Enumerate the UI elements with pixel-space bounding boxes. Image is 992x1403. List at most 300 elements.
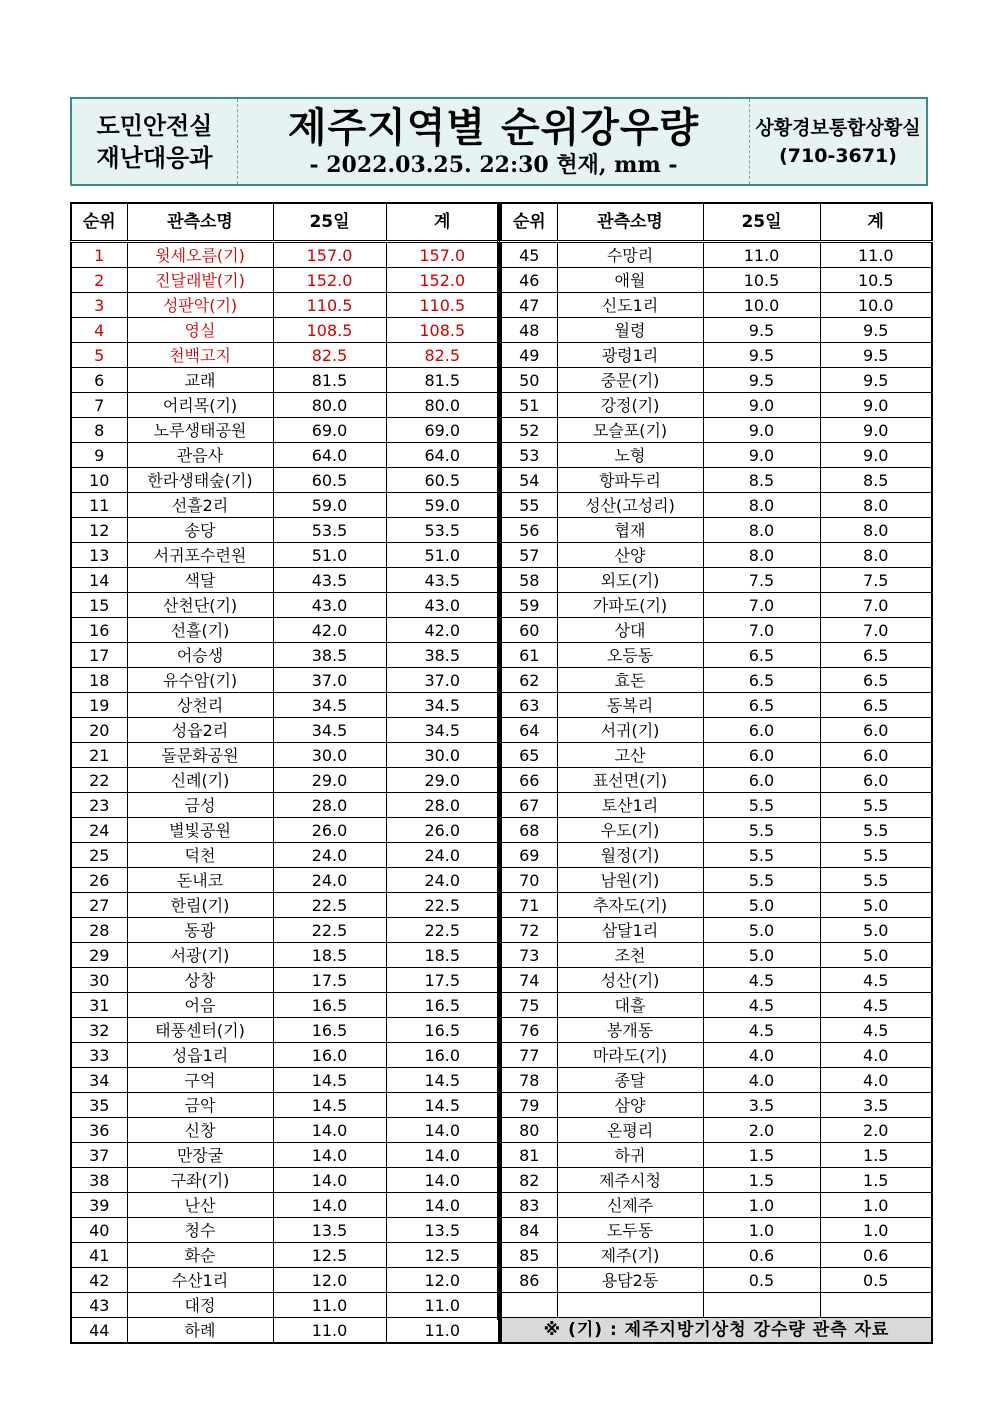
cell-day: 9.0 xyxy=(703,443,820,468)
cell-rank: 12 xyxy=(71,518,127,543)
table-row xyxy=(501,318,932,343)
cell-station: 남원(기) xyxy=(557,868,703,893)
table-row xyxy=(71,1068,499,1093)
cell-station: 윗세오름(기) xyxy=(127,242,273,268)
cell-day: 1.0 xyxy=(703,1193,820,1218)
cell-station: 상대 xyxy=(557,618,703,643)
cell-station: 선흘(기) xyxy=(127,618,273,643)
table-row xyxy=(71,568,499,593)
cell-total: 43.0 xyxy=(386,593,499,618)
cell-total: 80.0 xyxy=(386,393,499,418)
cell-station: 선흘2리 xyxy=(127,493,273,518)
cell-day: 43.0 xyxy=(273,593,386,618)
table-row xyxy=(71,1118,499,1143)
table-row xyxy=(71,618,499,643)
cell-day: 14.0 xyxy=(273,1118,386,1143)
cell-station: 돌문화공원 xyxy=(127,743,273,768)
cell-station: 산양 xyxy=(557,543,703,568)
cell-station: 봉개동 xyxy=(557,1018,703,1043)
cell-day: 11.0 xyxy=(703,242,820,268)
cell-station: 모슬포(기) xyxy=(557,418,703,443)
cell-rank: 15 xyxy=(71,593,127,618)
cell-total: 34.5 xyxy=(386,693,499,718)
cell-station: 성판악(기) xyxy=(127,293,273,318)
cell-station: 하례 xyxy=(127,1318,273,1344)
cell-rank: 26 xyxy=(71,868,127,893)
cell-station: 강정(기) xyxy=(557,393,703,418)
cell-rank: 62 xyxy=(501,668,557,693)
cell-day: 26.0 xyxy=(273,818,386,843)
cell-station: 신도1리 xyxy=(557,293,703,318)
table-row xyxy=(71,768,499,793)
cell-total: 64.0 xyxy=(386,443,499,468)
cell-day: 14.0 xyxy=(273,1193,386,1218)
cell-day: 5.5 xyxy=(703,818,820,843)
department-line-1: 도민안전실 xyxy=(96,111,213,140)
cell-rank: 60 xyxy=(501,618,557,643)
cell-total: 22.5 xyxy=(386,893,499,918)
title-box xyxy=(238,99,750,184)
cell-day: 1.5 xyxy=(703,1143,820,1168)
cell-station: 교래 xyxy=(127,368,273,393)
cell-rank: 18 xyxy=(71,668,127,693)
cell-rank: 7 xyxy=(71,393,127,418)
report-subtitle: - 2022.03.25. 22:30 현재, mm - xyxy=(309,151,678,178)
cell-rank: 71 xyxy=(501,893,557,918)
table-row xyxy=(501,1068,932,1093)
cell-station: 오등동 xyxy=(557,643,703,668)
left-table-body xyxy=(71,242,499,1344)
col-station-header: 관측소명 xyxy=(127,203,273,242)
cell-rank: 40 xyxy=(71,1218,127,1243)
cell-total: 6.5 xyxy=(820,693,932,718)
empty-cell xyxy=(501,1293,557,1318)
table-row xyxy=(501,643,932,668)
cell-rank: 47 xyxy=(501,293,557,318)
cell-rank: 80 xyxy=(501,1118,557,1143)
table-row xyxy=(71,393,499,418)
col-rank-header: 순위 xyxy=(501,203,557,242)
table-row xyxy=(501,818,932,843)
table-row xyxy=(501,618,932,643)
cell-station: 성읍1리 xyxy=(127,1043,273,1068)
cell-rank: 53 xyxy=(501,443,557,468)
cell-station: 애월 xyxy=(557,268,703,293)
cell-day: 3.5 xyxy=(703,1093,820,1118)
cell-total: 10.0 xyxy=(820,293,932,318)
cell-station: 온평리 xyxy=(557,1118,703,1143)
cell-rank: 49 xyxy=(501,343,557,368)
table-row xyxy=(71,268,499,293)
cell-rank: 38 xyxy=(71,1168,127,1193)
report-header xyxy=(70,97,928,186)
cell-day: 34.5 xyxy=(273,718,386,743)
cell-day: 152.0 xyxy=(273,268,386,293)
cell-day: 14.5 xyxy=(273,1068,386,1093)
cell-station: 구억 xyxy=(127,1068,273,1093)
cell-day: 11.0 xyxy=(273,1318,386,1344)
table-header-row xyxy=(71,203,499,242)
empty-cell xyxy=(557,1293,703,1318)
cell-total: 2.0 xyxy=(820,1118,932,1143)
cell-total: 8.0 xyxy=(820,518,932,543)
table-row xyxy=(501,843,932,868)
cell-station: 영실 xyxy=(127,318,273,343)
cell-day: 17.5 xyxy=(273,968,386,993)
cell-day: 4.0 xyxy=(703,1068,820,1093)
table-row xyxy=(71,418,499,443)
empty-row xyxy=(501,1293,932,1318)
cell-total: 5.0 xyxy=(820,943,932,968)
cell-station: 노루생태공원 xyxy=(127,418,273,443)
table-row xyxy=(71,242,499,268)
table-row xyxy=(501,343,932,368)
cell-rank: 36 xyxy=(71,1118,127,1143)
table-row xyxy=(71,818,499,843)
cell-station: 대정 xyxy=(127,1293,273,1318)
cell-day: 11.0 xyxy=(273,1293,386,1318)
table-row xyxy=(501,868,932,893)
cell-rank: 78 xyxy=(501,1068,557,1093)
cell-total: 22.5 xyxy=(386,918,499,943)
cell-rank: 84 xyxy=(501,1218,557,1243)
cell-day: 7.0 xyxy=(703,618,820,643)
cell-rank: 2 xyxy=(71,268,127,293)
cell-station: 광령1리 xyxy=(557,343,703,368)
cell-rank: 67 xyxy=(501,793,557,818)
cell-rank: 56 xyxy=(501,518,557,543)
cell-rank: 20 xyxy=(71,718,127,743)
table-row xyxy=(501,1218,932,1243)
cell-station: 어승생 xyxy=(127,643,273,668)
table-row xyxy=(71,1193,499,1218)
cell-rank: 65 xyxy=(501,743,557,768)
table-row xyxy=(71,693,499,718)
cell-rank: 55 xyxy=(501,493,557,518)
cell-station: 외도(기) xyxy=(557,568,703,593)
cell-total: 5.0 xyxy=(820,893,932,918)
cell-day: 6.0 xyxy=(703,768,820,793)
cell-total: 53.5 xyxy=(386,518,499,543)
table-row xyxy=(71,293,499,318)
table-row xyxy=(501,418,932,443)
cell-rank: 29 xyxy=(71,943,127,968)
cell-day: 13.5 xyxy=(273,1218,386,1243)
cell-rank: 41 xyxy=(71,1243,127,1268)
cell-total: 60.5 xyxy=(386,468,499,493)
cell-station: 진달래밭(기) xyxy=(127,268,273,293)
empty-cell xyxy=(820,1293,932,1318)
table-row xyxy=(71,468,499,493)
table-row xyxy=(71,1243,499,1268)
cell-day: 16.5 xyxy=(273,1018,386,1043)
cell-day: 108.5 xyxy=(273,318,386,343)
table-row xyxy=(501,1168,932,1193)
cell-total: 24.0 xyxy=(386,868,499,893)
col-day-header: 25일 xyxy=(703,203,820,242)
cell-total: 6.5 xyxy=(820,668,932,693)
cell-station: 수산1리 xyxy=(127,1268,273,1293)
cell-total: 14.0 xyxy=(386,1118,499,1143)
table-row xyxy=(501,543,932,568)
cell-station: 송당 xyxy=(127,518,273,543)
cell-station: 월정(기) xyxy=(557,843,703,868)
cell-station: 도두동 xyxy=(557,1218,703,1243)
cell-total: 38.5 xyxy=(386,643,499,668)
cell-station: 난산 xyxy=(127,1193,273,1218)
table-row xyxy=(71,443,499,468)
cell-day: 5.0 xyxy=(703,918,820,943)
cell-total: 7.5 xyxy=(820,568,932,593)
cell-rank: 30 xyxy=(71,968,127,993)
cell-day: 6.0 xyxy=(703,743,820,768)
cell-day: 59.0 xyxy=(273,493,386,518)
cell-day: 6.5 xyxy=(703,668,820,693)
cell-total: 6.0 xyxy=(820,743,932,768)
table-row xyxy=(501,1143,932,1168)
cell-station: 만장굴 xyxy=(127,1143,273,1168)
col-rank-header: 순위 xyxy=(71,203,127,242)
table-row xyxy=(71,493,499,518)
cell-day: 4.0 xyxy=(703,1043,820,1068)
cell-total: 0.6 xyxy=(820,1243,932,1268)
cell-station: 상천리 xyxy=(127,693,273,718)
cell-rank: 33 xyxy=(71,1043,127,1068)
cell-day: 8.0 xyxy=(703,518,820,543)
cell-rank: 52 xyxy=(501,418,557,443)
cell-day: 6.0 xyxy=(703,718,820,743)
cell-station: 서귀포수련원 xyxy=(127,543,273,568)
cell-total: 6.0 xyxy=(820,718,932,743)
table-row xyxy=(501,368,932,393)
table-row xyxy=(501,393,932,418)
cell-station: 추자도(기) xyxy=(557,893,703,918)
cell-total: 5.5 xyxy=(820,868,932,893)
table-row xyxy=(501,268,932,293)
table-row xyxy=(501,1193,932,1218)
cell-total: 24.0 xyxy=(386,843,499,868)
cell-station: 어음 xyxy=(127,993,273,1018)
cell-day: 14.0 xyxy=(273,1143,386,1168)
cell-station: 상창 xyxy=(127,968,273,993)
cell-total: 18.5 xyxy=(386,943,499,968)
cell-rank: 23 xyxy=(71,793,127,818)
cell-station: 월령 xyxy=(557,318,703,343)
table-row xyxy=(501,593,932,618)
table-row xyxy=(501,718,932,743)
cell-station: 제주시청 xyxy=(557,1168,703,1193)
cell-day: 7.5 xyxy=(703,568,820,593)
cell-day: 22.5 xyxy=(273,918,386,943)
office-phone: (710-3671) xyxy=(779,144,897,167)
table-row xyxy=(501,1118,932,1143)
cell-total: 14.5 xyxy=(386,1093,499,1118)
office-box xyxy=(750,99,926,184)
cell-total: 16.0 xyxy=(386,1043,499,1068)
cell-total: 3.5 xyxy=(820,1093,932,1118)
cell-day: 43.5 xyxy=(273,568,386,593)
cell-total: 6.5 xyxy=(820,643,932,668)
cell-total: 4.5 xyxy=(820,1018,932,1043)
table-row xyxy=(501,743,932,768)
cell-station: 구좌(기) xyxy=(127,1168,273,1193)
cell-day: 53.5 xyxy=(273,518,386,543)
cell-rank: 21 xyxy=(71,743,127,768)
cell-day: 10.5 xyxy=(703,268,820,293)
cell-total: 16.5 xyxy=(386,993,499,1018)
table-row xyxy=(501,293,932,318)
cell-day: 9.0 xyxy=(703,393,820,418)
cell-station: 용담2동 xyxy=(557,1268,703,1293)
cell-rank: 59 xyxy=(501,593,557,618)
cell-total: 1.5 xyxy=(820,1143,932,1168)
table-row xyxy=(501,793,932,818)
cell-station: 관음사 xyxy=(127,443,273,468)
table-row xyxy=(501,668,932,693)
cell-rank: 32 xyxy=(71,1018,127,1043)
table-row xyxy=(71,968,499,993)
table-row xyxy=(501,568,932,593)
cell-rank: 31 xyxy=(71,993,127,1018)
cell-total: 16.5 xyxy=(386,1018,499,1043)
cell-day: 8.0 xyxy=(703,543,820,568)
cell-rank: 50 xyxy=(501,368,557,393)
cell-day: 4.5 xyxy=(703,968,820,993)
cell-station: 제주(기) xyxy=(557,1243,703,1268)
table-row xyxy=(71,918,499,943)
cell-station: 가파도(기) xyxy=(557,593,703,618)
cell-total: 12.0 xyxy=(386,1268,499,1293)
cell-rank: 17 xyxy=(71,643,127,668)
cell-rank: 37 xyxy=(71,1143,127,1168)
cell-station: 색달 xyxy=(127,568,273,593)
cell-total: 1.0 xyxy=(820,1193,932,1218)
cell-station: 항파두리 xyxy=(557,468,703,493)
cell-station: 돈내코 xyxy=(127,868,273,893)
cell-total: 13.5 xyxy=(386,1218,499,1243)
cell-total: 9.5 xyxy=(820,343,932,368)
cell-rank: 4 xyxy=(71,318,127,343)
cell-rank: 25 xyxy=(71,843,127,868)
department-line-2: 재난대응과 xyxy=(96,143,213,172)
table-row xyxy=(71,993,499,1018)
cell-rank: 35 xyxy=(71,1093,127,1118)
cell-station: 서귀(기) xyxy=(557,718,703,743)
cell-station: 삼양 xyxy=(557,1093,703,1118)
cell-station: 금성 xyxy=(127,793,273,818)
cell-total: 5.5 xyxy=(820,793,932,818)
table-row xyxy=(501,242,932,268)
cell-total: 9.0 xyxy=(820,393,932,418)
cell-rank: 11 xyxy=(71,493,127,518)
cell-day: 24.0 xyxy=(273,868,386,893)
cell-station: 우도(기) xyxy=(557,818,703,843)
cell-station: 하귀 xyxy=(557,1143,703,1168)
cell-day: 4.5 xyxy=(703,1018,820,1043)
cell-station: 성산(고성리) xyxy=(557,493,703,518)
table-row xyxy=(71,1293,499,1318)
cell-rank: 77 xyxy=(501,1043,557,1068)
cell-rank: 13 xyxy=(71,543,127,568)
cell-total: 69.0 xyxy=(386,418,499,443)
cell-rank: 83 xyxy=(501,1193,557,1218)
table-row xyxy=(71,893,499,918)
cell-total: 9.5 xyxy=(820,368,932,393)
cell-station: 마라도(기) xyxy=(557,1043,703,1068)
table-row xyxy=(71,643,499,668)
cell-station: 대흘 xyxy=(557,993,703,1018)
cell-total: 5.0 xyxy=(820,918,932,943)
cell-total: 9.0 xyxy=(820,418,932,443)
cell-station: 서광(기) xyxy=(127,943,273,968)
cell-station: 유수암(기) xyxy=(127,668,273,693)
cell-day: 37.0 xyxy=(273,668,386,693)
cell-station: 한라생태숲(기) xyxy=(127,468,273,493)
report-title: 제주지역별 순위강우량 xyxy=(287,104,700,151)
table-row xyxy=(71,668,499,693)
table-row xyxy=(501,1093,932,1118)
cell-total: 82.5 xyxy=(386,343,499,368)
cell-day: 9.5 xyxy=(703,318,820,343)
cell-total: 11.0 xyxy=(820,242,932,268)
table-row xyxy=(71,718,499,743)
cell-rank: 34 xyxy=(71,1068,127,1093)
cell-day: 6.5 xyxy=(703,693,820,718)
cell-day: 22.5 xyxy=(273,893,386,918)
cell-rank: 46 xyxy=(501,268,557,293)
cell-rank: 39 xyxy=(71,1193,127,1218)
cell-day: 5.5 xyxy=(703,843,820,868)
table-row xyxy=(501,918,932,943)
cell-station: 청수 xyxy=(127,1218,273,1243)
cell-day: 14.0 xyxy=(273,1168,386,1193)
table-header-row xyxy=(501,203,932,242)
cell-station: 성읍2리 xyxy=(127,718,273,743)
cell-total: 43.5 xyxy=(386,568,499,593)
cell-day: 38.5 xyxy=(273,643,386,668)
table-row xyxy=(501,443,932,468)
table-row xyxy=(501,768,932,793)
table-row xyxy=(71,868,499,893)
cell-total: 4.5 xyxy=(820,993,932,1018)
cell-total: 8.5 xyxy=(820,468,932,493)
cell-rank: 66 xyxy=(501,768,557,793)
cell-total: 4.0 xyxy=(820,1043,932,1068)
department-box xyxy=(72,99,238,184)
cell-day: 0.5 xyxy=(703,1268,820,1293)
cell-rank: 85 xyxy=(501,1243,557,1268)
cell-total: 81.5 xyxy=(386,368,499,393)
cell-rank: 27 xyxy=(71,893,127,918)
table-row xyxy=(501,943,932,968)
cell-station: 중문(기) xyxy=(557,368,703,393)
cell-day: 4.5 xyxy=(703,993,820,1018)
cell-day: 12.0 xyxy=(273,1268,386,1293)
cell-station: 신제주 xyxy=(557,1193,703,1218)
table-row xyxy=(71,743,499,768)
cell-total: 5.5 xyxy=(820,843,932,868)
table-row xyxy=(71,343,499,368)
cell-day: 81.5 xyxy=(273,368,386,393)
cell-rank: 48 xyxy=(501,318,557,343)
cell-day: 6.5 xyxy=(703,643,820,668)
cell-day: 10.0 xyxy=(703,293,820,318)
table-row xyxy=(71,1143,499,1168)
cell-rank: 74 xyxy=(501,968,557,993)
cell-rank: 69 xyxy=(501,843,557,868)
cell-rank: 19 xyxy=(71,693,127,718)
cell-station: 어리목(기) xyxy=(127,393,273,418)
